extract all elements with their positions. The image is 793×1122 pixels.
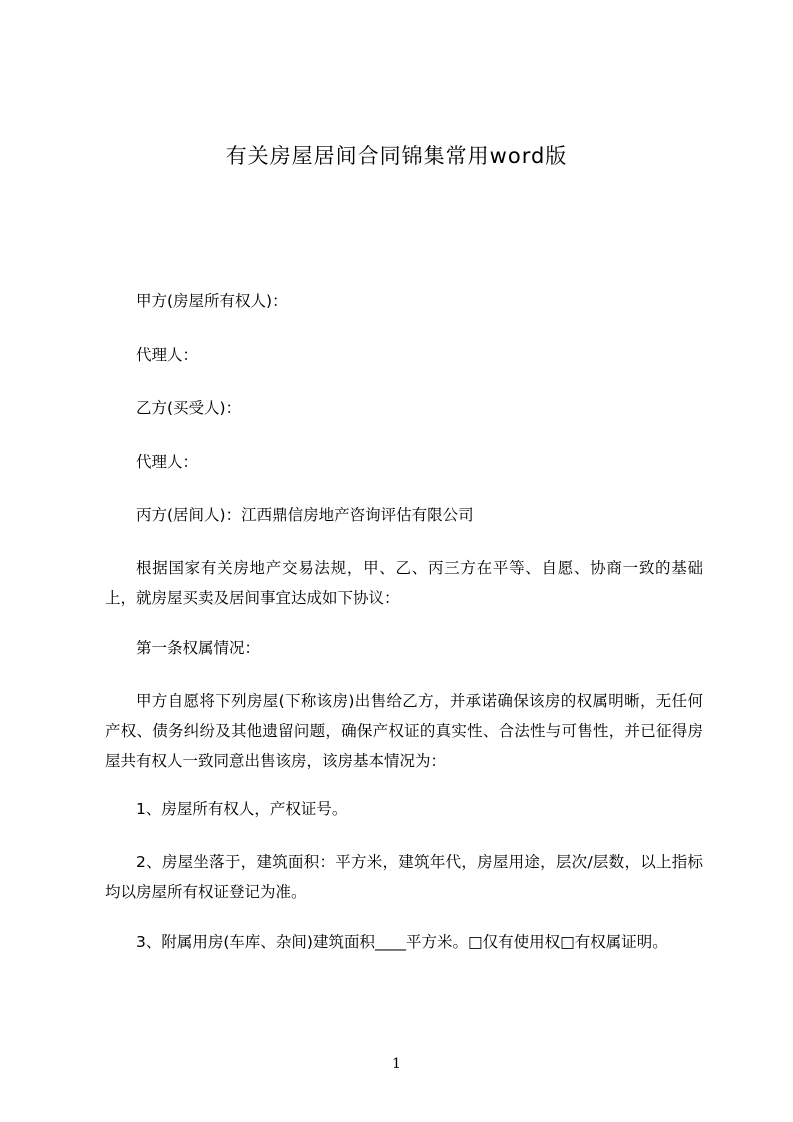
clause-3: 3、附属用房(车库、杂间)建筑面积____平方米。□仅有使用权□有权属证明。 — [136, 933, 668, 951]
clause-2: 2、房屋坐落于，建筑面积：平方米，建筑年代，房屋用途，层次/层数，以上指标均以房屋所有权证登记为准。 — [105, 853, 703, 901]
party-a-agent-line: 代理人： — [136, 346, 199, 364]
document-title: 有关房屋居间合同锦集常用word版 — [225, 144, 568, 168]
party-b-agent-line: 代理人： — [136, 453, 199, 471]
preamble-paragraph: 根据国家有关房地产交易法规，甲、乙、丙三方在平等、自愿、协商一致的基础上，就房屋买卖及居间事宜达成如下协议： — [105, 559, 703, 607]
page-number: 1 — [392, 1056, 401, 1072]
party-c-line: 丙方(居间人)：江西鼎信房地产咨询评估有限公司 — [136, 506, 474, 524]
article-one-heading: 第一条权属情况： — [136, 639, 261, 657]
clause-1: 1、房屋所有权人，产权证号。 — [136, 800, 348, 818]
party-a-line: 甲方(房屋所有权人)： — [136, 292, 288, 310]
party-b-line: 乙方(买受人)： — [136, 399, 242, 417]
ownership-paragraph: 甲方自愿将下列房屋(下称该房)出售给乙方，并承诺确保该房的权属明晰，无任何产权、债务纠纷及其他遗留问题，确保产权证的真实性、合法性与可售性，并已征得房屋共有权人一致同意出售该房，该房基本情况为： — [105, 692, 703, 770]
